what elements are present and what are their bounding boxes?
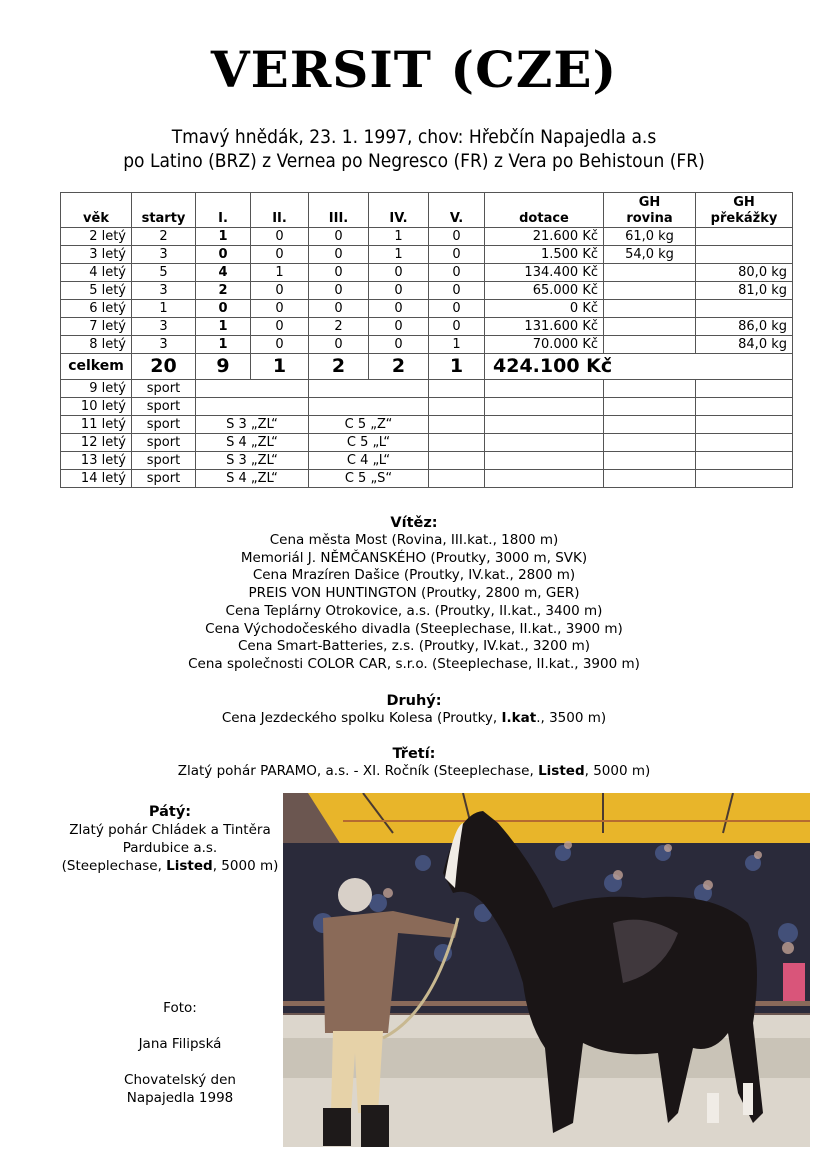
cell-p5: 0 bbox=[429, 318, 485, 336]
empty-cell bbox=[429, 452, 485, 470]
winner-race: Cena společnosti COLOR CAR, s.r.o. (Steeplechase, II.kat., 3900 m) bbox=[188, 655, 640, 672]
horse-pedigree: po Latino (BRZ) z Vernea po Negresco (FR) z Vera po Behistoun (FR) bbox=[123, 150, 705, 172]
cell-p2: 0 bbox=[251, 228, 309, 246]
third-race-distance: , 5000 m) bbox=[584, 763, 651, 780]
header-place-5: V. bbox=[429, 193, 485, 228]
cell-gh-prekazky bbox=[696, 228, 793, 246]
horse-description: Tmavý hnědák, 23. 1. 1997, chov: Hřebčín Napajedla a.s bbox=[171, 126, 657, 148]
cell-p1: 0 bbox=[196, 300, 251, 318]
sport-cell-s: S 3 „ZL“ bbox=[196, 416, 309, 434]
horse-photo-illustration bbox=[283, 793, 810, 1147]
winner-race: PREIS VON HUNTINGTON (Proutky, 2800 m, GER) bbox=[248, 585, 580, 602]
sport-cell-vek: 11 letý bbox=[61, 416, 132, 434]
total-row bbox=[61, 354, 793, 380]
sport-cell-s: S 4 „ZL“ bbox=[196, 434, 309, 452]
table-row bbox=[61, 246, 793, 264]
sport-cell-s bbox=[196, 398, 309, 416]
empty-cell bbox=[485, 434, 604, 452]
cell-gh-prekazky bbox=[696, 246, 793, 264]
cell-p5: 0 bbox=[429, 300, 485, 318]
header-gh-rovina-line2: rovina bbox=[626, 211, 673, 226]
empty-cell bbox=[485, 470, 604, 488]
header-starty: starty bbox=[132, 193, 196, 228]
table-row bbox=[61, 318, 793, 336]
cell-gh-rovina bbox=[604, 300, 696, 318]
total-place-3: 2 bbox=[309, 354, 369, 380]
page-title: VERSIT (CZE) bbox=[210, 40, 618, 99]
winner-race: Cena města Most (Rovina, III.kat., 1800 m) bbox=[269, 532, 559, 548]
cell-vek: 2 letý bbox=[61, 228, 132, 246]
photo-credit-label: Foto: bbox=[163, 1000, 197, 1016]
third-heading: Třetí: bbox=[392, 746, 436, 763]
sport-cell-c: C 5 „L“ bbox=[309, 434, 429, 452]
sport-cell-type: sport bbox=[132, 416, 196, 434]
sport-row bbox=[61, 416, 793, 434]
cell-p4: 0 bbox=[369, 318, 429, 336]
cell-gh-prekazky: 81,0 kg bbox=[696, 282, 793, 300]
total-starty: 20 bbox=[132, 354, 196, 380]
empty-cell bbox=[696, 452, 793, 470]
table-row bbox=[61, 228, 793, 246]
cell-dotace: 21.600 Kč bbox=[485, 228, 604, 246]
empty-cell bbox=[696, 380, 793, 398]
header-gh-prekazky-line2: překážky bbox=[710, 211, 778, 226]
cell-p5: 0 bbox=[429, 264, 485, 282]
fifth-heading: Pátý: bbox=[148, 804, 192, 820]
cell-p1: 1 bbox=[196, 228, 251, 246]
photo-credit-author: Jana Filipská bbox=[138, 1036, 222, 1052]
cell-p3: 0 bbox=[309, 246, 369, 264]
header-place-2: II. bbox=[251, 193, 309, 228]
cell-p1: 0 bbox=[196, 246, 251, 264]
cell-p1: 1 bbox=[196, 318, 251, 336]
table-header-row bbox=[61, 193, 793, 228]
cell-p1: 1 bbox=[196, 336, 251, 354]
cell-dotace: 65.000 Kč bbox=[485, 282, 604, 300]
total-place-4: 2 bbox=[369, 354, 429, 380]
total-place-2: 1 bbox=[251, 354, 309, 380]
header-place-3: III. bbox=[309, 193, 369, 228]
cell-p5: 1 bbox=[429, 336, 485, 354]
total-dotace: 424.100 Kč bbox=[485, 354, 793, 380]
table-row bbox=[61, 282, 793, 300]
sport-cell-c: C 5 „S“ bbox=[309, 470, 429, 488]
cell-p2: 0 bbox=[251, 336, 309, 354]
cell-p4: 1 bbox=[369, 228, 429, 246]
empty-cell bbox=[604, 416, 696, 434]
cell-starty: 3 bbox=[132, 282, 196, 300]
cell-p4: 1 bbox=[369, 246, 429, 264]
cell-p3: 0 bbox=[309, 336, 369, 354]
cell-p3: 0 bbox=[309, 300, 369, 318]
cell-p5: 0 bbox=[429, 246, 485, 264]
sport-cell-c: C 4 „L“ bbox=[309, 452, 429, 470]
sport-row bbox=[61, 452, 793, 470]
cell-gh-prekazky: 86,0 kg bbox=[696, 318, 793, 336]
empty-cell bbox=[604, 434, 696, 452]
empty-cell bbox=[429, 434, 485, 452]
cell-dotace: 1.500 Kč bbox=[485, 246, 604, 264]
cell-vek: 3 letý bbox=[61, 246, 132, 264]
cell-p2: 1 bbox=[251, 264, 309, 282]
empty-cell bbox=[429, 416, 485, 434]
photo-event-line1: Chovatelský den bbox=[124, 1072, 236, 1088]
sport-cell-type: sport bbox=[132, 470, 196, 488]
empty-cell bbox=[485, 416, 604, 434]
cell-gh-prekazky bbox=[696, 300, 793, 318]
second-heading: Druhý: bbox=[386, 692, 442, 709]
photo-credit bbox=[90, 999, 270, 1107]
winner-list bbox=[0, 532, 828, 674]
winner-race: Cena Teplárny Otrokovice, a.s. (Proutky, II.kat., 3400 m) bbox=[225, 602, 603, 619]
empty-cell bbox=[429, 380, 485, 398]
winner-race: Memoriál J. NĚMČANSKÉHO (Proutky, 3000 m, SVK) bbox=[240, 549, 588, 566]
sport-cell-vek: 9 letý bbox=[61, 380, 132, 398]
cell-gh-prekazky: 80,0 kg bbox=[696, 264, 793, 282]
third-race bbox=[0, 763, 828, 781]
second-race-category: I.kat bbox=[501, 709, 537, 726]
second-race bbox=[0, 710, 828, 728]
cell-p4: 0 bbox=[369, 264, 429, 282]
cell-dotace: 0 Kč bbox=[485, 300, 604, 318]
cell-vek: 8 letý bbox=[61, 336, 132, 354]
second-race-text: Cena Jezdeckého spolku Kolesa (Proutky, bbox=[221, 709, 502, 726]
cell-p1: 4 bbox=[196, 264, 251, 282]
fifth-race-line2: Pardubice a.s. bbox=[122, 840, 218, 856]
cell-gh-rovina: 54,0 kg bbox=[604, 246, 696, 264]
cell-starty: 2 bbox=[132, 228, 196, 246]
empty-cell bbox=[696, 470, 793, 488]
fifth-race-line3 bbox=[50, 857, 290, 875]
sport-row bbox=[61, 380, 793, 398]
winner-race: Cena Mrazíren Dašice (Proutky, IV.kat., 2800 m) bbox=[252, 567, 576, 584]
sport-cell-s: S 3 „ZL“ bbox=[196, 452, 309, 470]
cell-p3: 0 bbox=[309, 228, 369, 246]
header-dotace: dotace bbox=[485, 193, 604, 228]
sport-row bbox=[61, 398, 793, 416]
cell-starty: 3 bbox=[132, 336, 196, 354]
fifth-race-distance: , 5000 m) bbox=[212, 858, 279, 874]
sport-cell-c bbox=[309, 398, 429, 416]
header-gh-rovina bbox=[604, 193, 696, 228]
sport-cell-vek: 10 letý bbox=[61, 398, 132, 416]
second-race-distance: ., 3500 m) bbox=[536, 709, 607, 726]
cell-gh-rovina bbox=[604, 318, 696, 336]
winner-race: Cena Východočeského divadla (Steeplechase, II.kat., 3900 m) bbox=[205, 620, 623, 637]
winner-heading: Vítěz: bbox=[390, 515, 438, 531]
fifth-race-category: Listed bbox=[166, 858, 213, 874]
total-label: celkem bbox=[61, 354, 132, 380]
cell-p2: 0 bbox=[251, 246, 309, 264]
empty-cell bbox=[485, 380, 604, 398]
sport-cell-vek: 14 letý bbox=[61, 470, 132, 488]
cell-p3: 0 bbox=[309, 264, 369, 282]
cell-p3: 2 bbox=[309, 318, 369, 336]
cell-p4: 0 bbox=[369, 300, 429, 318]
sport-cell-s: S 4 „ZL“ bbox=[196, 470, 309, 488]
empty-cell bbox=[696, 398, 793, 416]
table-row bbox=[61, 336, 793, 354]
cell-gh-rovina bbox=[604, 264, 696, 282]
horse-photo bbox=[283, 793, 810, 1147]
fifth-race-line1: Zlatý pohár Chládek a Tintěra bbox=[69, 822, 271, 838]
cell-dotace: 70.000 Kč bbox=[485, 336, 604, 354]
winner-race: Cena Smart-Batteries, z.s. (Proutky, IV.kat., 3200 m) bbox=[237, 638, 590, 655]
cell-p5: 0 bbox=[429, 228, 485, 246]
empty-cell bbox=[696, 416, 793, 434]
sport-cell-type: sport bbox=[132, 452, 196, 470]
cell-p2: 0 bbox=[251, 318, 309, 336]
empty-cell bbox=[604, 398, 696, 416]
third-race-category: Listed bbox=[538, 763, 585, 780]
header-gh-prekazky-line1: GH bbox=[733, 195, 755, 210]
race-statistics-table bbox=[60, 192, 793, 488]
fifth-place-section bbox=[50, 803, 290, 875]
cell-gh-rovina: 61,0 kg bbox=[604, 228, 696, 246]
photo-event-line2: Napajedla 1998 bbox=[126, 1090, 234, 1106]
header-place-1: I. bbox=[196, 193, 251, 228]
sport-row bbox=[61, 470, 793, 488]
table-row bbox=[61, 300, 793, 318]
results-section bbox=[0, 514, 828, 781]
sport-cell-s bbox=[196, 380, 309, 398]
empty-cell bbox=[429, 470, 485, 488]
empty-cell bbox=[696, 434, 793, 452]
header-gh-prekazky bbox=[696, 193, 793, 228]
third-race-text: Zlatý pohár PARAMO, a.s. - XI. Ročník (Steeplechase, bbox=[177, 763, 539, 780]
cell-p5: 0 bbox=[429, 282, 485, 300]
cell-vek: 7 letý bbox=[61, 318, 132, 336]
empty-cell bbox=[604, 452, 696, 470]
cell-starty: 1 bbox=[132, 300, 196, 318]
empty-cell bbox=[429, 398, 485, 416]
sport-row bbox=[61, 434, 793, 452]
empty-cell bbox=[485, 398, 604, 416]
sport-cell-c bbox=[309, 380, 429, 398]
header-vek: věk bbox=[61, 193, 132, 228]
table-row bbox=[61, 264, 793, 282]
sport-cell-type: sport bbox=[132, 380, 196, 398]
sport-cell-type: sport bbox=[132, 398, 196, 416]
sport-cell-vek: 12 letý bbox=[61, 434, 132, 452]
cell-gh-rovina bbox=[604, 282, 696, 300]
cell-p1: 2 bbox=[196, 282, 251, 300]
cell-starty: 3 bbox=[132, 318, 196, 336]
sport-cell-vek: 13 letý bbox=[61, 452, 132, 470]
cell-p2: 0 bbox=[251, 300, 309, 318]
empty-cell bbox=[604, 380, 696, 398]
cell-gh-prekazky: 84,0 kg bbox=[696, 336, 793, 354]
header-place-4: IV. bbox=[369, 193, 429, 228]
header-gh-rovina-line1: GH bbox=[638, 195, 661, 210]
cell-p4: 0 bbox=[369, 282, 429, 300]
cell-p2: 0 bbox=[251, 282, 309, 300]
cell-p3: 0 bbox=[309, 282, 369, 300]
total-place-5: 1 bbox=[429, 354, 485, 380]
empty-cell bbox=[604, 470, 696, 488]
cell-dotace: 134.400 Kč bbox=[485, 264, 604, 282]
cell-starty: 5 bbox=[132, 264, 196, 282]
cell-vek: 5 letý bbox=[61, 282, 132, 300]
sport-cell-c: C 5 „Z“ bbox=[309, 416, 429, 434]
cell-p4: 0 bbox=[369, 336, 429, 354]
cell-starty: 3 bbox=[132, 246, 196, 264]
fifth-race-type: (Steeplechase, bbox=[61, 858, 167, 874]
cell-dotace: 131.600 Kč bbox=[485, 318, 604, 336]
cell-gh-rovina bbox=[604, 336, 696, 354]
sport-cell-type: sport bbox=[132, 434, 196, 452]
cell-vek: 6 letý bbox=[61, 300, 132, 318]
total-place-1: 9 bbox=[196, 354, 251, 380]
empty-cell bbox=[485, 452, 604, 470]
cell-vek: 4 letý bbox=[61, 264, 132, 282]
